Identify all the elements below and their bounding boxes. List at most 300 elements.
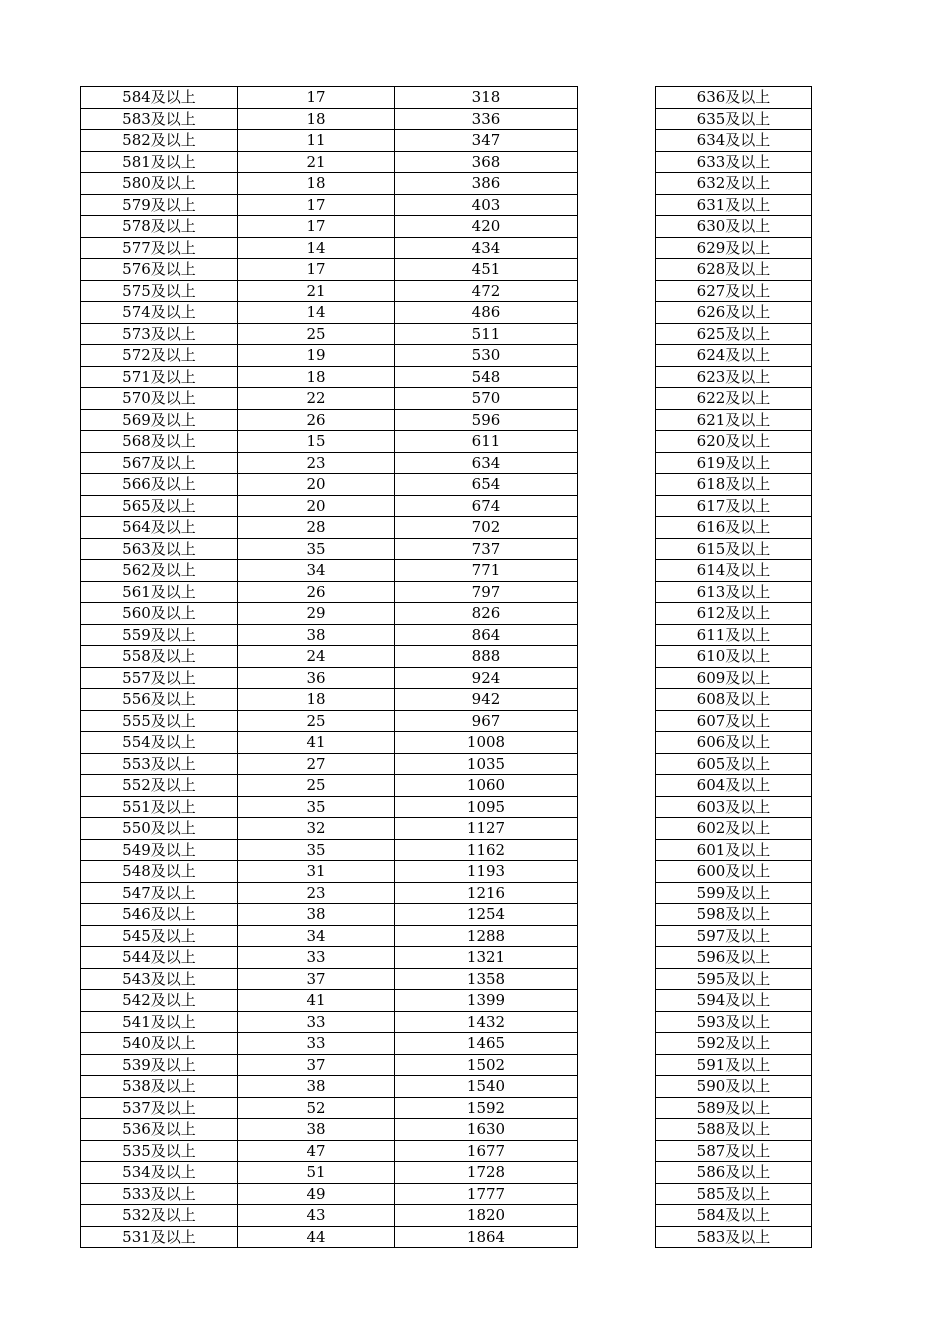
count-cell: 20 [238,495,395,517]
count-cell: 33 [238,947,395,969]
count-cell: 34 [238,560,395,582]
table-row [656,904,812,926]
cumulative-cell: 1288 [395,925,578,947]
table-row [81,667,578,689]
count-cell: 51 [238,1162,395,1184]
table-row [81,947,578,969]
score-cell: 629及以上 [656,237,812,259]
table-row [81,968,578,990]
score-cell: 555及以上 [81,710,238,732]
cumulative-cell: 596 [395,409,578,431]
count-cell: 35 [238,538,395,560]
count-cell: 18 [238,173,395,195]
cumulative-cell: 1540 [395,1076,578,1098]
score-cell: 616及以上 [656,517,812,539]
score-cell: 606及以上 [656,732,812,754]
score-cell: 569及以上 [81,409,238,431]
cumulative-cell: 386 [395,173,578,195]
score-cell: 579及以上 [81,194,238,216]
count-cell: 38 [238,1076,395,1098]
cumulative-cell: 1399 [395,990,578,1012]
score-cell: 617及以上 [656,495,812,517]
table-row [656,1011,812,1033]
table-row [81,302,578,324]
count-cell: 33 [238,1033,395,1055]
table-row [81,87,578,109]
count-cell: 21 [238,280,395,302]
table-row [81,173,578,195]
cumulative-cell: 1060 [395,775,578,797]
count-cell: 37 [238,968,395,990]
score-cell: 583及以上 [81,108,238,130]
score-cell: 573及以上 [81,323,238,345]
cumulative-cell: 1095 [395,796,578,818]
cumulative-cell: 888 [395,646,578,668]
score-cell: 600及以上 [656,861,812,883]
table-row [81,323,578,345]
cumulative-cell: 737 [395,538,578,560]
score-cell: 611及以上 [656,624,812,646]
table-row [656,581,812,603]
count-cell: 25 [238,323,395,345]
score-cell: 531及以上 [81,1226,238,1248]
cumulative-cell: 1254 [395,904,578,926]
table-row [656,624,812,646]
count-cell: 26 [238,581,395,603]
count-cell: 27 [238,753,395,775]
score-cell: 578及以上 [81,216,238,238]
table-row [656,710,812,732]
score-cell: 551及以上 [81,796,238,818]
table-row [656,517,812,539]
count-cell: 38 [238,904,395,926]
table-row [656,947,812,969]
score-cell: 607及以上 [656,710,812,732]
table-row [656,495,812,517]
score-cell: 584及以上 [81,87,238,109]
count-cell: 31 [238,861,395,883]
score-cell: 602及以上 [656,818,812,840]
score-table-right [655,86,812,1248]
table-row [656,216,812,238]
count-cell: 25 [238,710,395,732]
table-row [656,345,812,367]
score-cell: 542及以上 [81,990,238,1012]
table-row [656,1033,812,1055]
score-cell: 626及以上 [656,302,812,324]
table-row [656,818,812,840]
score-cell: 564及以上 [81,517,238,539]
table-row [81,775,578,797]
count-cell: 47 [238,1140,395,1162]
table-row [656,882,812,904]
score-cell: 566及以上 [81,474,238,496]
score-cell: 567及以上 [81,452,238,474]
score-cell: 558及以上 [81,646,238,668]
score-cell: 568及以上 [81,431,238,453]
score-cell: 577及以上 [81,237,238,259]
count-cell: 17 [238,194,395,216]
score-cell: 532及以上 [81,1205,238,1227]
table-row [656,130,812,152]
cumulative-cell: 674 [395,495,578,517]
table-row [81,603,578,625]
count-cell: 35 [238,796,395,818]
score-cell: 582及以上 [81,130,238,152]
score-cell: 572及以上 [81,345,238,367]
score-cell: 627及以上 [656,280,812,302]
table-row [81,366,578,388]
score-cell: 576及以上 [81,259,238,281]
table-row [81,495,578,517]
table-row [656,796,812,818]
count-cell: 25 [238,775,395,797]
count-cell: 18 [238,108,395,130]
count-cell: 41 [238,732,395,754]
table-row [656,667,812,689]
count-cell: 49 [238,1183,395,1205]
score-cell: 594及以上 [656,990,812,1012]
score-cell: 548及以上 [81,861,238,883]
cumulative-cell: 486 [395,302,578,324]
score-cell: 633及以上 [656,151,812,173]
score-cell: 592及以上 [656,1033,812,1055]
score-cell: 539及以上 [81,1054,238,1076]
score-cell: 586及以上 [656,1162,812,1184]
table-row [81,925,578,947]
table-row [81,409,578,431]
count-cell: 17 [238,259,395,281]
table-row [81,517,578,539]
score-cell: 609及以上 [656,667,812,689]
score-cell: 589及以上 [656,1097,812,1119]
cumulative-cell: 797 [395,581,578,603]
cumulative-cell: 654 [395,474,578,496]
cumulative-cell: 771 [395,560,578,582]
table-row [81,1033,578,1055]
count-cell: 44 [238,1226,395,1248]
cumulative-cell: 403 [395,194,578,216]
table-row [656,1119,812,1141]
score-cell: 585及以上 [656,1183,812,1205]
count-cell: 26 [238,409,395,431]
table-row [656,775,812,797]
table-row [81,237,578,259]
table-row [81,452,578,474]
score-cell: 619及以上 [656,452,812,474]
cumulative-cell: 1127 [395,818,578,840]
table-row [81,732,578,754]
score-cell: 623及以上 [656,366,812,388]
score-cell: 543及以上 [81,968,238,990]
score-cell: 553及以上 [81,753,238,775]
score-cell: 614及以上 [656,560,812,582]
table-row [81,581,578,603]
table-row [81,280,578,302]
count-cell: 35 [238,839,395,861]
table-row [656,173,812,195]
score-cell: 552及以上 [81,775,238,797]
table-row [81,904,578,926]
cumulative-cell: 347 [395,130,578,152]
table-row [81,1119,578,1141]
score-cell: 536及以上 [81,1119,238,1141]
score-cell: 593及以上 [656,1011,812,1033]
count-cell: 20 [238,474,395,496]
score-cell: 571及以上 [81,366,238,388]
score-cell: 545及以上 [81,925,238,947]
count-cell: 11 [238,130,395,152]
cumulative-cell: 1728 [395,1162,578,1184]
count-cell: 19 [238,345,395,367]
score-cell: 632及以上 [656,173,812,195]
table-row [81,1140,578,1162]
table-row [656,538,812,560]
cumulative-cell: 1465 [395,1033,578,1055]
score-cell: 625及以上 [656,323,812,345]
table-row [656,603,812,625]
count-cell: 32 [238,818,395,840]
score-cell: 598及以上 [656,904,812,926]
cumulative-cell: 318 [395,87,578,109]
table-row [81,216,578,238]
table-row [656,1076,812,1098]
cumulative-cell: 336 [395,108,578,130]
score-cell: 550及以上 [81,818,238,840]
table-row [81,839,578,861]
cumulative-cell: 1592 [395,1097,578,1119]
count-cell: 24 [238,646,395,668]
score-cell: 595及以上 [656,968,812,990]
score-cell: 570及以上 [81,388,238,410]
score-table-left-body [81,87,578,1248]
table-row [81,108,578,130]
count-cell: 23 [238,882,395,904]
table-row [81,194,578,216]
score-cell: 591及以上 [656,1054,812,1076]
count-cell: 17 [238,87,395,109]
count-cell: 37 [238,1054,395,1076]
score-cell: 628及以上 [656,259,812,281]
count-cell: 23 [238,452,395,474]
cumulative-cell: 472 [395,280,578,302]
score-cell: 612及以上 [656,603,812,625]
score-cell: 540及以上 [81,1033,238,1055]
table-row [81,538,578,560]
table-row [81,624,578,646]
score-cell: 534及以上 [81,1162,238,1184]
score-cell: 546及以上 [81,904,238,926]
table-row [81,388,578,410]
score-cell: 618及以上 [656,474,812,496]
cumulative-cell: 1864 [395,1226,578,1248]
cumulative-cell: 1035 [395,753,578,775]
count-cell: 22 [238,388,395,410]
score-cell: 537及以上 [81,1097,238,1119]
table-row [81,1076,578,1098]
score-cell: 622及以上 [656,388,812,410]
table-row [656,1140,812,1162]
cumulative-cell: 1820 [395,1205,578,1227]
cumulative-cell: 1502 [395,1054,578,1076]
cumulative-cell: 1630 [395,1119,578,1141]
cumulative-cell: 570 [395,388,578,410]
score-cell: 630及以上 [656,216,812,238]
cumulative-cell: 1162 [395,839,578,861]
score-cell: 565及以上 [81,495,238,517]
cumulative-cell: 511 [395,323,578,345]
table-row [81,259,578,281]
count-cell: 21 [238,151,395,173]
table-row [81,882,578,904]
score-table-left [80,86,578,1248]
table-row [656,388,812,410]
cumulative-cell: 1777 [395,1183,578,1205]
table-row [656,968,812,990]
table-row [656,323,812,345]
score-cell: 561及以上 [81,581,238,603]
score-cell: 605及以上 [656,753,812,775]
table-row [81,1205,578,1227]
count-cell: 36 [238,667,395,689]
table-row [656,732,812,754]
count-cell: 18 [238,689,395,711]
table-row [81,1011,578,1033]
table-row [81,345,578,367]
score-cell: 557及以上 [81,667,238,689]
cumulative-cell: 434 [395,237,578,259]
score-cell: 624及以上 [656,345,812,367]
table-row [81,990,578,1012]
count-cell: 38 [238,1119,395,1141]
table-row [656,280,812,302]
count-cell: 28 [238,517,395,539]
table-row [656,560,812,582]
table-row [656,1162,812,1184]
cumulative-cell: 967 [395,710,578,732]
score-cell: 601及以上 [656,839,812,861]
table-row [656,1183,812,1205]
count-cell: 14 [238,302,395,324]
table-row [656,302,812,324]
count-cell: 18 [238,366,395,388]
score-cell: 541及以上 [81,1011,238,1033]
count-cell: 34 [238,925,395,947]
score-cell: 620及以上 [656,431,812,453]
cumulative-cell: 1008 [395,732,578,754]
table-row [81,1183,578,1205]
table-row [656,753,812,775]
score-cell: 560及以上 [81,603,238,625]
cumulative-cell: 530 [395,345,578,367]
count-cell: 38 [238,624,395,646]
table-row [656,1205,812,1227]
score-table-right-body [656,87,812,1248]
score-cell: 538及以上 [81,1076,238,1098]
cumulative-cell: 451 [395,259,578,281]
table-row [81,1162,578,1184]
table-row [656,151,812,173]
table-row [81,130,578,152]
cumulative-cell: 1216 [395,882,578,904]
cumulative-cell: 864 [395,624,578,646]
score-cell: 603及以上 [656,796,812,818]
cumulative-cell: 924 [395,667,578,689]
score-cell: 575及以上 [81,280,238,302]
table-row [81,689,578,711]
score-cell: 559及以上 [81,624,238,646]
score-cell: 581及以上 [81,151,238,173]
table-row [656,990,812,1012]
score-cell: 631及以上 [656,194,812,216]
score-cell: 556及以上 [81,689,238,711]
table-row [81,474,578,496]
score-cell: 597及以上 [656,925,812,947]
score-cell: 596及以上 [656,947,812,969]
score-cell: 634及以上 [656,130,812,152]
table-row [656,108,812,130]
cumulative-cell: 634 [395,452,578,474]
table-row [81,753,578,775]
count-cell: 52 [238,1097,395,1119]
score-cell: 587及以上 [656,1140,812,1162]
count-cell: 17 [238,216,395,238]
table-row [81,710,578,732]
cumulative-cell: 826 [395,603,578,625]
score-cell: 584及以上 [656,1205,812,1227]
score-cell: 535及以上 [81,1140,238,1162]
score-cell: 563及以上 [81,538,238,560]
cumulative-cell: 1677 [395,1140,578,1162]
score-cell: 554及以上 [81,732,238,754]
count-cell: 29 [238,603,395,625]
count-cell: 15 [238,431,395,453]
table-row [81,1097,578,1119]
score-cell: 599及以上 [656,882,812,904]
score-cell: 562及以上 [81,560,238,582]
table-row [81,818,578,840]
table-row [656,366,812,388]
table-row [81,431,578,453]
table-row [656,1054,812,1076]
table-row [81,1226,578,1248]
score-cell: 615及以上 [656,538,812,560]
count-cell: 33 [238,1011,395,1033]
score-cell: 604及以上 [656,775,812,797]
table-row [81,796,578,818]
cumulative-cell: 420 [395,216,578,238]
table-row [656,861,812,883]
cumulative-cell: 1321 [395,947,578,969]
table-row [656,839,812,861]
score-cell: 544及以上 [81,947,238,969]
score-cell: 574及以上 [81,302,238,324]
count-cell: 43 [238,1205,395,1227]
cumulative-cell: 611 [395,431,578,453]
score-cell: 635及以上 [656,108,812,130]
score-cell: 613及以上 [656,581,812,603]
table-row [81,560,578,582]
table-row [656,409,812,431]
table-row [656,925,812,947]
score-cell: 580及以上 [81,173,238,195]
score-cell: 588及以上 [656,1119,812,1141]
score-cell: 549及以上 [81,839,238,861]
table-row [656,194,812,216]
table-row [81,151,578,173]
cumulative-cell: 1432 [395,1011,578,1033]
table-row [656,1097,812,1119]
